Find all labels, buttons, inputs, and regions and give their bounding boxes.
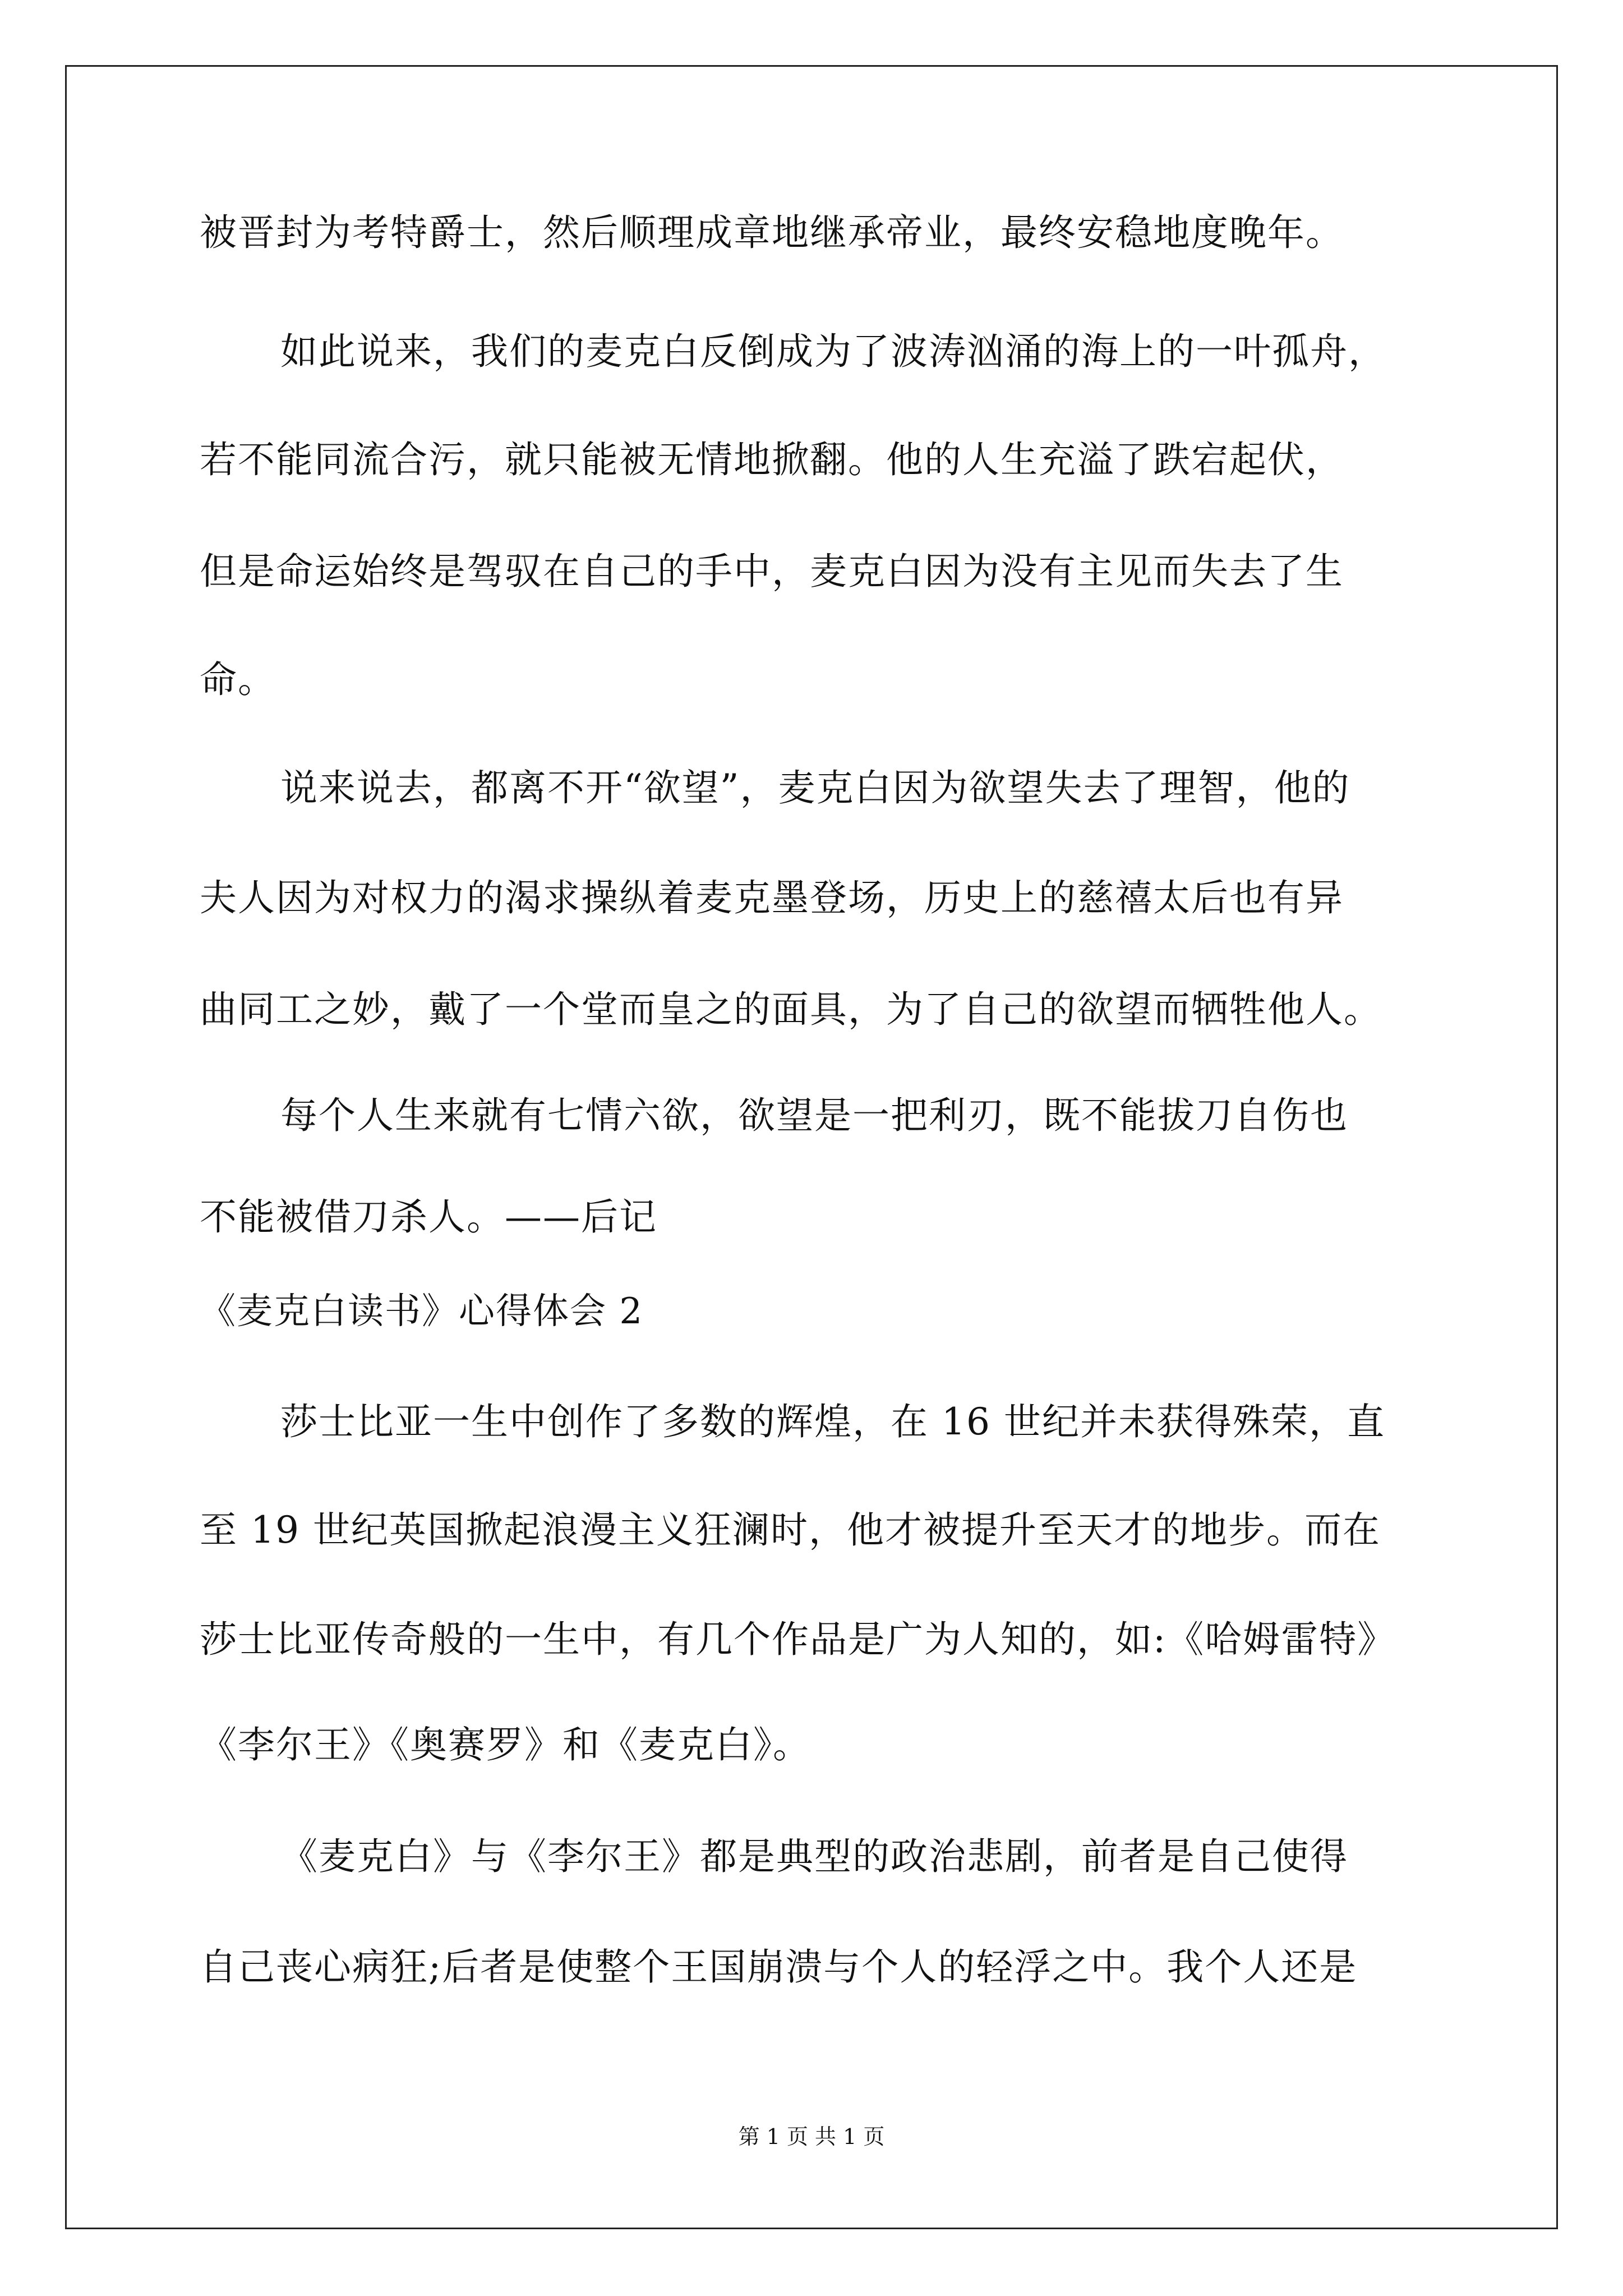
- text-line: 不能被借刀杀人。——后记: [200, 1195, 657, 1239]
- page-border: [65, 65, 1558, 2229]
- text-line: 每个人生来就有七情六欲，欲望是一把利刃，既不能拔刀自伤也: [280, 1094, 1348, 1137]
- page-number: 第 1 页 共 1 页: [738, 2124, 885, 2149]
- text-line: 命。: [200, 658, 276, 701]
- text-line: 夫人因为对权力的渴求操纵着麦克墨登场，历史上的慈禧太后也有异: [200, 876, 1344, 919]
- text-line: 自己丧心病狂;后者是使整个王国崩溃与个人的轻浮之中。我个人还是: [200, 1945, 1358, 1989]
- text-line: 《李尔王》《奥赛罗》和《麦克白》。: [200, 1723, 811, 1766]
- text-line: 《麦克白》与《李尔王》都是典型的政治悲剧，前者是自己使得: [280, 1835, 1348, 1878]
- text-line: 被晋封为考特爵士，然后顺理成章地继承帝业，最终安稳地度晚年。: [200, 211, 1344, 254]
- text-line: 至 19 世纪英国掀起浪漫主义狂澜时，他才被提升至天才的地步。而在: [200, 1508, 1381, 1552]
- text-line: 但是命运始终是驾驭在自己的手中，麦克白因为没有主见而失去了生: [200, 550, 1344, 593]
- text-line: 如此说来，我们的麦克白反倒成为了波涛汹涌的海上的一叶孤舟，: [280, 330, 1386, 373]
- section-heading: 《麦克白读书》心得体会 2: [200, 1291, 644, 1332]
- text-line: 莎士比亚传奇般的一生中，有几个作品是广为人知的，如:《哈姆雷特》: [200, 1618, 1396, 1661]
- text-line: 莎士比亚一生中创作了多数的辉煌，在 16 世纪并未获得殊荣，直: [280, 1400, 1385, 1443]
- text-line: 曲同工之妙，戴了一个堂而皇之的面具，为了自己的欲望而牺牲他人。: [200, 988, 1382, 1031]
- text-line: 若不能同流合污，就只能被无情地掀翻。他的人生充溢了跌宕起伏，: [200, 438, 1344, 481]
- text-line: 说来说去，都离不开“欲望”，麦克白因为欲望失去了理智，他的: [280, 766, 1350, 809]
